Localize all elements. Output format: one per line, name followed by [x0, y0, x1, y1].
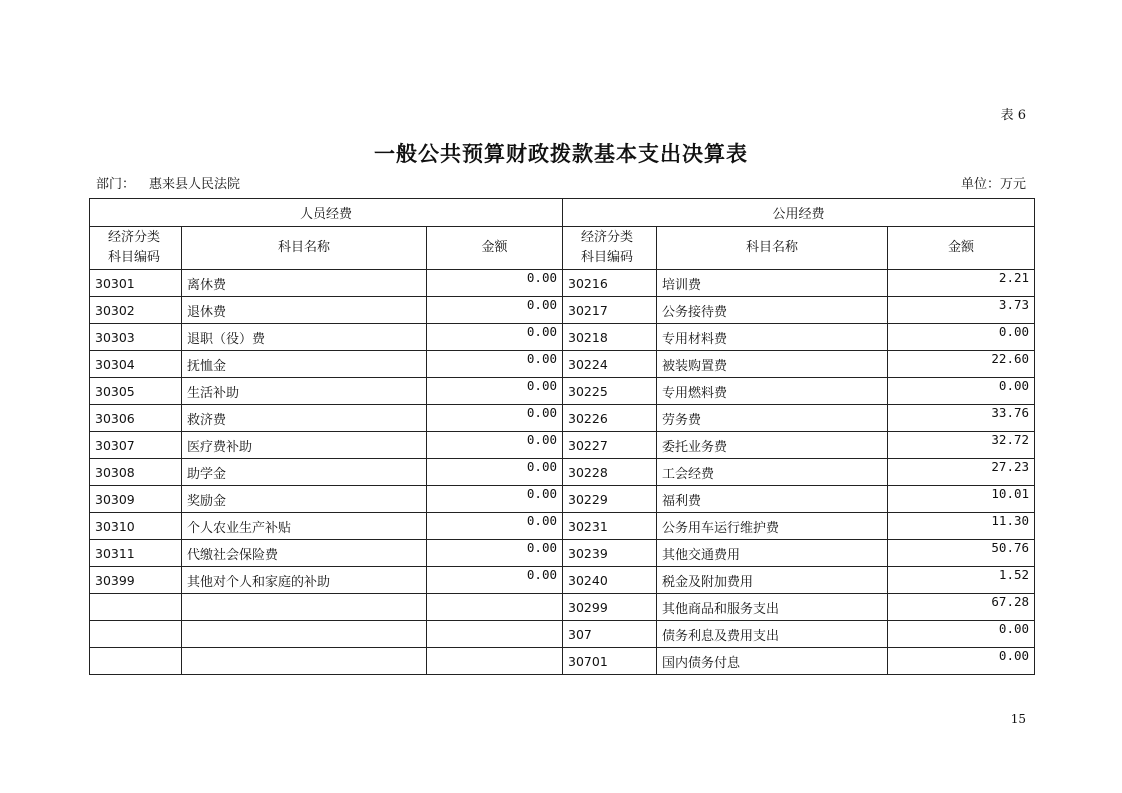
budget-table — [89, 198, 1035, 675]
left-code-cell: 30305 — [90, 378, 182, 405]
left-amount-cell: 0.00 — [427, 540, 563, 567]
table-row — [90, 378, 1035, 405]
left-name-cell: 奖励金 — [182, 486, 427, 513]
left-name-cell — [182, 648, 427, 675]
table-row — [90, 351, 1035, 378]
left-amount-cell: 0.00 — [427, 513, 563, 540]
left-amount-cell: 0.00 — [427, 405, 563, 432]
left-name-cell: 退休费 — [182, 297, 427, 324]
left-name-cell: 救济费 — [182, 405, 427, 432]
right-code-cell: 30226 — [563, 405, 657, 432]
left-amount-cell: 0.00 — [427, 567, 563, 594]
table-row — [90, 594, 1035, 621]
left-name-cell: 抚恤金 — [182, 351, 427, 378]
left-code-cell: 30311 — [90, 540, 182, 567]
right-amount-cell: 1.52 — [888, 567, 1035, 594]
table-row — [90, 540, 1035, 567]
left-code-cell: 30308 — [90, 459, 182, 486]
left-name-cell: 退职（役）费 — [182, 324, 427, 351]
right-name-cell: 公务接待费 — [657, 297, 888, 324]
right-name-cell: 债务利息及费用支出 — [657, 621, 888, 648]
table-body — [90, 270, 1035, 675]
right-name-cell: 被装购置费 — [657, 351, 888, 378]
right-code-cell: 307 — [563, 621, 657, 648]
right-code-cell: 30224 — [563, 351, 657, 378]
left-amount-cell — [427, 594, 563, 621]
department-label: 部门： — [96, 177, 136, 192]
left-code-cell: 30301 — [90, 270, 182, 297]
table-row — [90, 405, 1035, 432]
right-amount-cell: 0.00 — [888, 621, 1035, 648]
right-name-cell: 福利费 — [657, 486, 888, 513]
left-code-cell — [90, 594, 182, 621]
code-header-line1: 经济分类 — [581, 230, 634, 245]
table-row — [90, 648, 1035, 675]
right-amount-cell: 22.60 — [888, 351, 1035, 378]
right-amount-cell: 3.73 — [888, 297, 1035, 324]
right-amount-cell: 10.01 — [888, 486, 1035, 513]
right-amount-cell: 0.00 — [888, 648, 1035, 675]
left-amount-cell: 0.00 — [427, 324, 563, 351]
left-code-cell: 30303 — [90, 324, 182, 351]
group-public-header: 公用经费 — [563, 199, 1035, 227]
left-code-cell: 30310 — [90, 513, 182, 540]
unit-label: 单位：万元 — [960, 177, 1026, 192]
left-name-cell: 生活补助 — [182, 378, 427, 405]
left-code-cell: 30309 — [90, 486, 182, 513]
right-name-cell: 国内债务付息 — [657, 648, 888, 675]
right-amount-cell: 67.28 — [888, 594, 1035, 621]
left-name-cell — [182, 594, 427, 621]
right-code-cell: 30227 — [563, 432, 657, 459]
left-name-cell: 助学金 — [182, 459, 427, 486]
left-amount-cell: 0.00 — [427, 378, 563, 405]
table-row — [90, 459, 1035, 486]
right-name-header: 科目名称 — [657, 227, 888, 270]
right-code-cell: 30229 — [563, 486, 657, 513]
left-code-cell: 30399 — [90, 567, 182, 594]
department-name: 惠来县人民法院 — [149, 177, 241, 192]
page-title: 一般公共预算财政拨款基本支出决算表 — [374, 141, 748, 166]
page-number: 15 — [1010, 712, 1026, 726]
table-row — [90, 324, 1035, 351]
right-amount-cell: 33.76 — [888, 405, 1035, 432]
right-code-cell: 30216 — [563, 270, 657, 297]
table-number: 表 6 — [1000, 108, 1026, 123]
left-amount-cell: 0.00 — [427, 351, 563, 378]
right-amount-cell: 0.00 — [888, 378, 1035, 405]
left-amount-cell: 0.00 — [427, 486, 563, 513]
table-row — [90, 621, 1035, 648]
right-code-cell: 30217 — [563, 297, 657, 324]
right-amount-cell: 32.72 — [888, 432, 1035, 459]
left-name-cell — [182, 621, 427, 648]
right-name-cell: 专用燃料费 — [657, 378, 888, 405]
table-row — [90, 270, 1035, 297]
right-name-cell: 劳务费 — [657, 405, 888, 432]
right-amount-cell: 50.76 — [888, 540, 1035, 567]
code-header-line2: 科目编码 — [108, 250, 161, 265]
left-amount-cell: 0.00 — [427, 432, 563, 459]
left-amount-cell — [427, 648, 563, 675]
right-amount-cell: 2.21 — [888, 270, 1035, 297]
left-amount-cell: 0.00 — [427, 270, 563, 297]
right-code-cell: 30701 — [563, 648, 657, 675]
table-row — [90, 432, 1035, 459]
right-name-cell: 专用材料费 — [657, 324, 888, 351]
left-amount-cell — [427, 621, 563, 648]
left-code-cell — [90, 621, 182, 648]
right-code-cell: 30231 — [563, 513, 657, 540]
left-name-cell: 个人农业生产补贴 — [182, 513, 427, 540]
right-name-cell: 其他交通费用 — [657, 540, 888, 567]
right-code-cell: 30228 — [563, 459, 657, 486]
column-header-row — [90, 227, 1035, 270]
left-name-header: 科目名称 — [182, 227, 427, 270]
right-code-cell: 30240 — [563, 567, 657, 594]
table-row — [90, 486, 1035, 513]
right-amount-header: 金额 — [888, 227, 1035, 270]
left-name-cell: 代缴社会保险费 — [182, 540, 427, 567]
left-amount-cell: 0.00 — [427, 459, 563, 486]
left-amount-cell: 0.00 — [427, 297, 563, 324]
left-code-cell — [90, 648, 182, 675]
right-amount-cell: 11.30 — [888, 513, 1035, 540]
right-name-cell: 税金及附加费用 — [657, 567, 888, 594]
left-amount-header: 金额 — [427, 227, 563, 270]
table-row — [90, 567, 1035, 594]
right-amount-cell: 0.00 — [888, 324, 1035, 351]
left-code-cell: 30307 — [90, 432, 182, 459]
right-code-cell: 30218 — [563, 324, 657, 351]
department-line — [96, 173, 240, 192]
left-code-header — [90, 227, 182, 270]
code-header-line1: 经济分类 — [108, 230, 161, 245]
right-name-cell: 公务用车运行维护费 — [657, 513, 888, 540]
right-name-cell: 工会经费 — [657, 459, 888, 486]
code-header-line2: 科目编码 — [581, 250, 634, 265]
right-amount-cell: 27.23 — [888, 459, 1035, 486]
right-code-cell: 30299 — [563, 594, 657, 621]
table-row — [90, 513, 1035, 540]
left-code-cell: 30304 — [90, 351, 182, 378]
right-code-header — [563, 227, 657, 270]
right-code-cell: 30225 — [563, 378, 657, 405]
group-personnel-header: 人员经费 — [90, 199, 563, 227]
right-name-cell: 其他商品和服务支出 — [657, 594, 888, 621]
table-row — [90, 297, 1035, 324]
right-name-cell: 委托业务费 — [657, 432, 888, 459]
left-code-cell: 30302 — [90, 297, 182, 324]
right-code-cell: 30239 — [563, 540, 657, 567]
left-name-cell: 医疗费补助 — [182, 432, 427, 459]
right-name-cell: 培训费 — [657, 270, 888, 297]
left-name-cell: 离休费 — [182, 270, 427, 297]
left-code-cell: 30306 — [90, 405, 182, 432]
group-header-row — [90, 199, 1035, 227]
left-name-cell: 其他对个人和家庭的补助 — [182, 567, 427, 594]
